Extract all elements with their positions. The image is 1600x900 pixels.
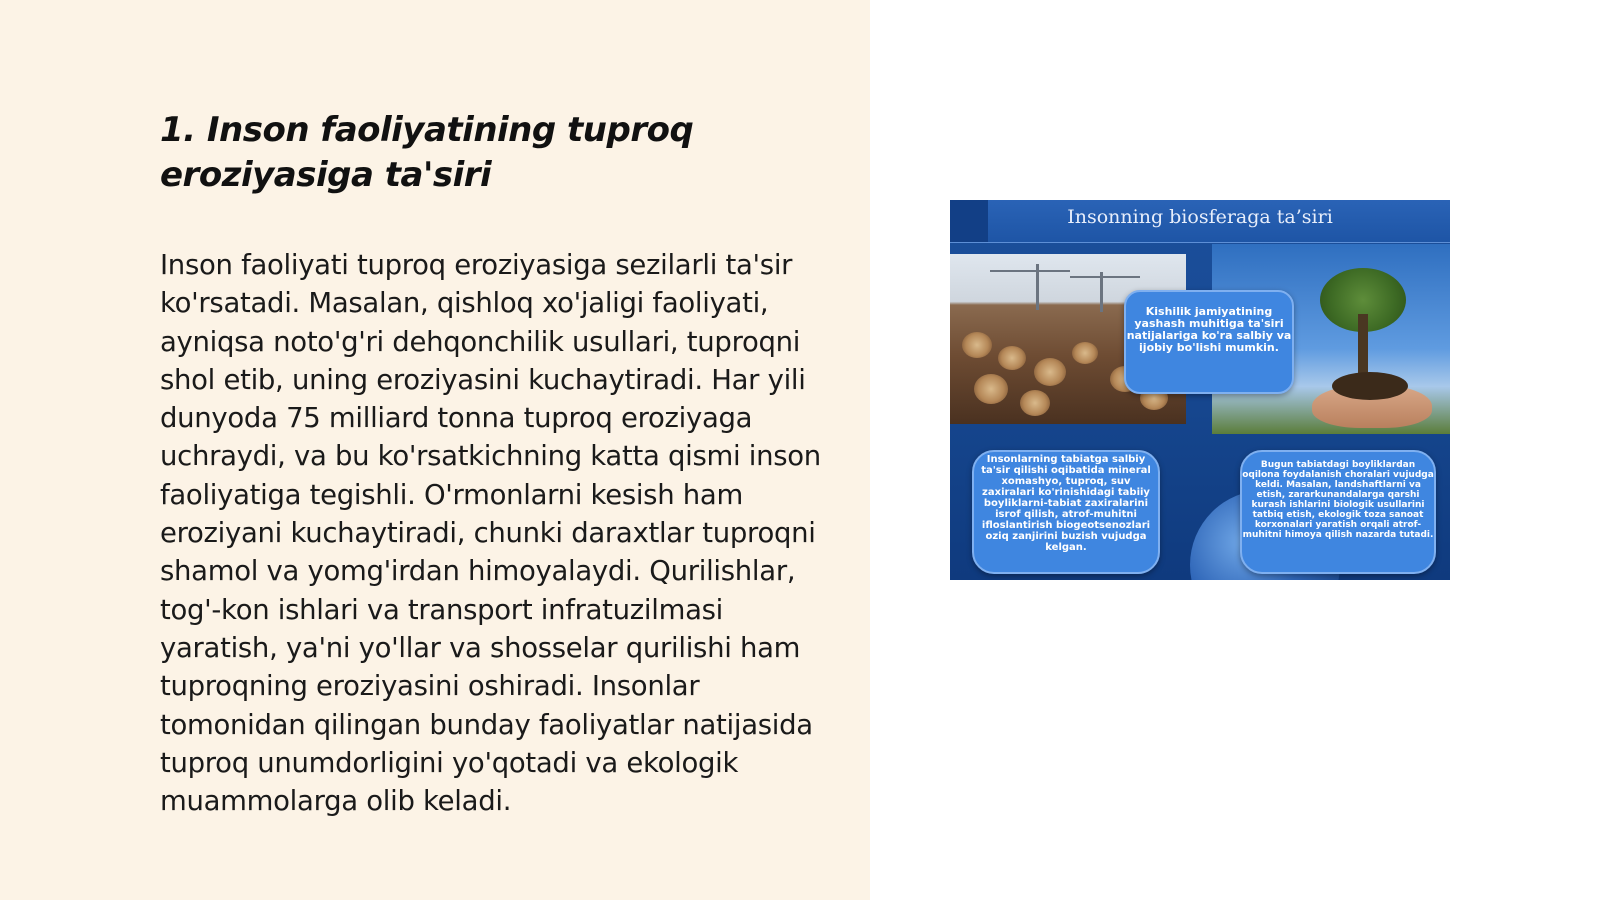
crane-mast (1100, 272, 1103, 312)
figure-title: Insonning biosferaga ta’siri (1067, 206, 1333, 228)
callout-top: Kishilik jamiyatining yashash muhitiga ta'siri natijalariga ko'ra salbiy va ijobiy bo'lishi mumkin. (1124, 290, 1294, 394)
log-end (1034, 358, 1066, 386)
callout-left: Insonlarning tabiatga salbiy ta'sir qilishi oqibatida mineral xomashyo, tuproq, suv zaxiralari ko'rinishidagi tabiiy boyliklarni-tabiat zaxiralarini isrof qilish, atrof-muhitni ifloslantirish biogeotsenozlari oziq zanjirini buzish vujudga kelgan. (972, 450, 1160, 574)
soil (1332, 372, 1408, 400)
log-end (962, 332, 992, 358)
log-end (1020, 390, 1050, 416)
biosphere-impact-image (950, 200, 1450, 580)
crane-arm (990, 270, 1070, 272)
log-end (998, 346, 1026, 370)
figure-title-bar (950, 200, 1450, 243)
crane-arm (1070, 276, 1140, 278)
log-end (1072, 342, 1098, 364)
callout-right: Bugun tabiatdagi boyliklardan oqilona foydalanish choralari vujudga keldi. Masalan, landshaftlarni va etish, zararkunandalarga qarshi kurash ishlarini biologik usullarini tatbiq etish, ekologik toza sanoat korxonalari yaratish orqali atrof-muhitni himoya qilish nazarda tutadi. (1240, 450, 1436, 574)
slide-title: 1. Inson faoliyatining tuproq eroziyasiga ta'siri (160, 110, 694, 195)
slide-body-text: Inson faoliyati tuproq eroziyasiga sezilarli ta'sir ko'rsatadi. Masalan, qishloq xo'jaligi faoliyati, ayniqsa noto'g'ri dehqonchilik usullari, tuproqni shol etib, uning eroziyasini kuchaytiradi. Har yili dunyoda 75 milliard tonna tuproq eroziyaga uchraydi, va bu ko'rsatkichning katta qismi inson faoliyatiga tegishli. O'rmonlarni kesish ham eroziyani kuchaytiradi, chunki daraxtlar tuproqni shamol va yomg'irdan himoyalaydi. Qurilishlar, tog'-kon ishlari va transport infratuzilmasi yaratish, ya'ni yo'llar va shosselar qurilishi ham tuproqning eroziyasini oshiradi. Insonlar tomonidan qilingan bunday faoliyatlar natijasida tuproq unumdorligini yo'qotadi va ekologik muammolarga olib keladi. (160, 249, 821, 818)
log-end (974, 374, 1008, 404)
